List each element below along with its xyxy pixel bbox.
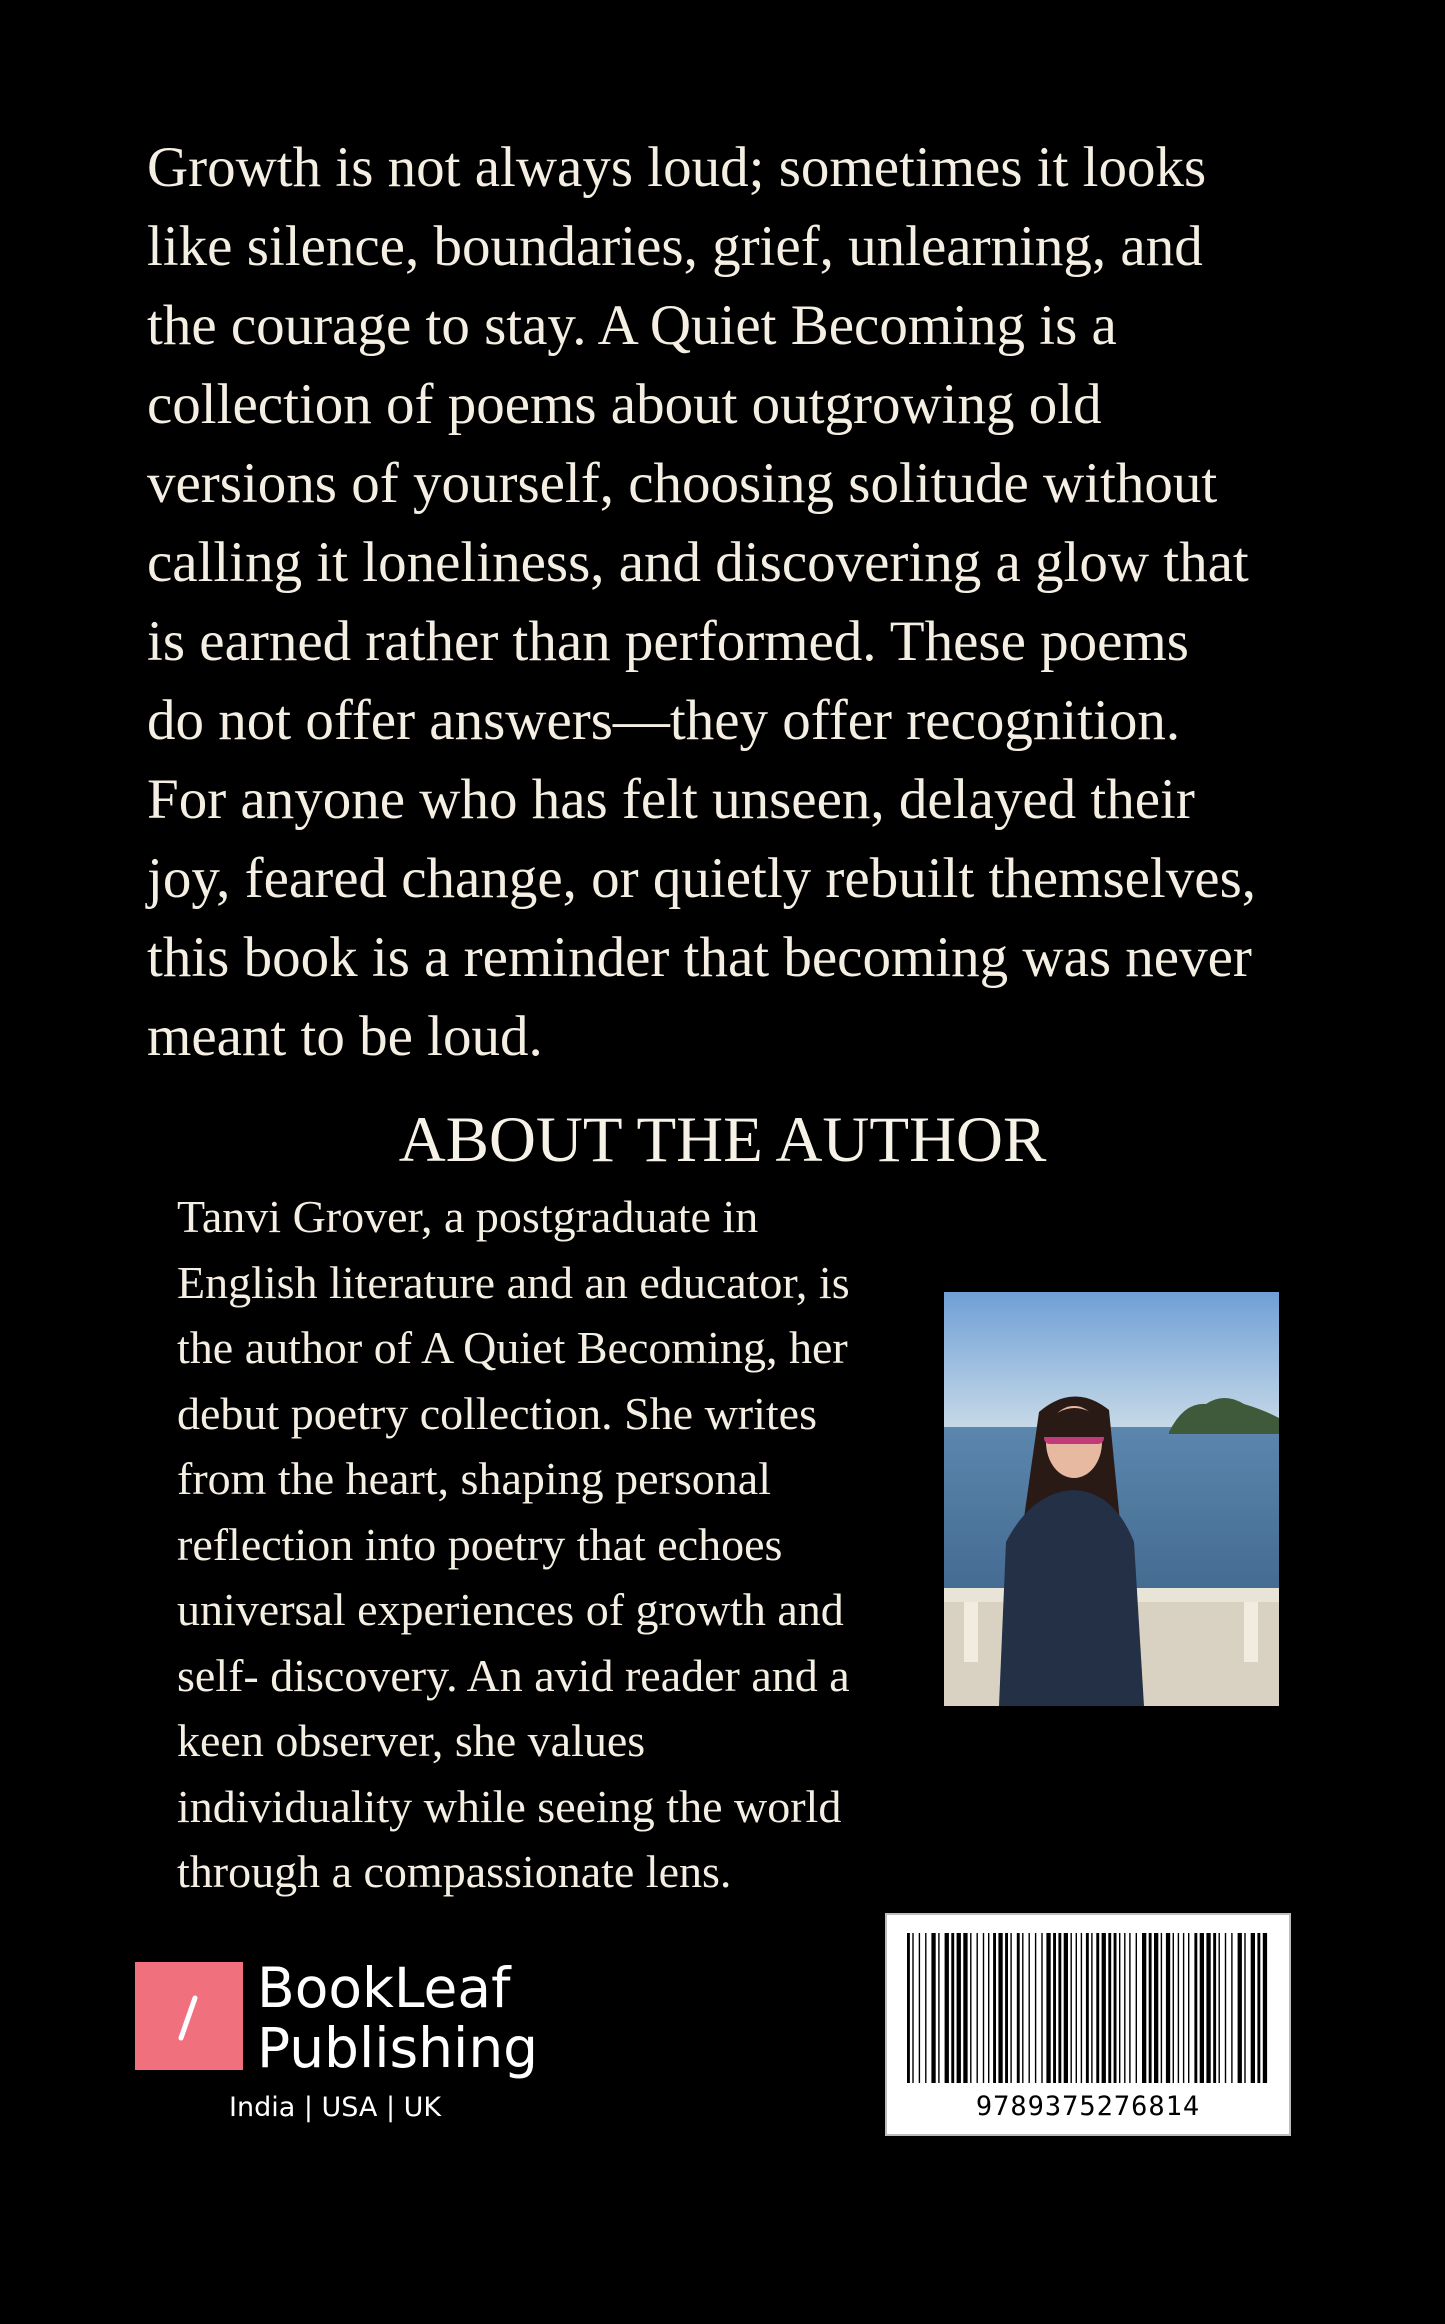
barcode-bar: [1017, 1933, 1020, 2083]
publisher-name: [257, 1958, 538, 2078]
barcode-bar: [1183, 1933, 1184, 2083]
barcode-bar: [919, 1933, 920, 2083]
barcode-bar: [1005, 1933, 1008, 2083]
barcode-bar: [983, 1933, 984, 2083]
barcode-bar: [1022, 1933, 1023, 2083]
barcode-bar: [1213, 1933, 1216, 2083]
barcode-bar: [1010, 1933, 1011, 2083]
barcode-bar: [1238, 1933, 1242, 2083]
barcode-bar: [1194, 1933, 1197, 2083]
barcode-bar: [963, 1933, 967, 2083]
barcode-bar: [957, 1933, 961, 2083]
barcode-bar: [1081, 1933, 1082, 2083]
barcode-bar: [1119, 1933, 1120, 2083]
barcode-bar: [1257, 1933, 1260, 2083]
bio-line: from the heart, shaping personal: [177, 1453, 771, 1504]
barcode-bar: [1206, 1933, 1210, 2083]
barcode-bar: [925, 1933, 926, 2083]
barcode-bar: [1053, 1933, 1056, 2083]
barcode-bar: [938, 1933, 939, 2083]
barcode-bar: [1225, 1933, 1226, 2083]
blurb-line: do not offer answers—they offer recognition.: [147, 689, 1181, 752]
bio-line: debut poetry collection. She writes: [177, 1387, 818, 1439]
barcode-bar: [1129, 1933, 1130, 2083]
barcode-bar: [1161, 1933, 1162, 2083]
barcode-bar: [1114, 1933, 1117, 2083]
publisher-name-line1: BookLeaf: [257, 1956, 511, 2020]
bio-line: the author of A Quiet Becoming, her: [177, 1322, 848, 1373]
bio-line: self- discovery. An avid reader and a: [177, 1649, 850, 1701]
blurb-line: like silence, boundaries, grief, unlearning, and: [147, 215, 1203, 278]
bio-line: keen observer, she values: [177, 1715, 646, 1766]
blurb-line: versions of yourself, choosing solitude without: [147, 452, 1218, 515]
barcode-bar: [998, 1933, 1002, 2083]
barcode-bar: [1041, 1933, 1042, 2083]
blurb-line: the courage to stay. A Quiet Becoming is a: [147, 294, 1117, 357]
barcode-bar: [977, 1933, 978, 2083]
bio-line: universal experiences of growth and: [177, 1584, 844, 1635]
barcode-bar: [1178, 1933, 1179, 2083]
barcode-bar: [1251, 1933, 1255, 2083]
barcode-bar: [1108, 1933, 1111, 2083]
barcode-bar: [1046, 1933, 1050, 2083]
blurb-line: joy, feared change, or quietly rebuilt themselves,: [147, 847, 1256, 910]
slash-icon: [135, 1962, 243, 2070]
barcode-bar: [951, 1933, 954, 2083]
publisher-name-line2: Publishing: [257, 2016, 539, 2080]
bio-line: reflection into poetry that echoes: [177, 1518, 783, 1570]
barcode-bar: [1142, 1933, 1146, 2083]
blurb-line: For anyone who has felt unseen, delayed their: [147, 768, 1195, 831]
barcode-bar: [1136, 1933, 1137, 2083]
barcode-bar: [1173, 1933, 1174, 2083]
blurb-line: is earned rather than performed. These poems: [147, 610, 1189, 673]
blurb-line: meant to be loud.: [147, 1005, 543, 1068]
isbn-number: 9789375276814: [975, 2091, 1201, 2122]
barcode-bar: [1166, 1933, 1170, 2083]
blurb-line: this book is a reminder that becoming was never: [147, 926, 1252, 989]
barcode-bar: [945, 1933, 949, 2083]
barcode-bar: [1263, 1933, 1267, 2083]
barcode-bar: [1058, 1933, 1061, 2083]
barcode-bar: [1124, 1933, 1125, 2083]
bookleaf-logo: [135, 1962, 243, 2070]
author-bio: [177, 1184, 937, 1905]
barcode-bar: [1154, 1933, 1158, 2083]
barcode-bar: [1064, 1933, 1068, 2083]
barcode-bars: [905, 1933, 1271, 2083]
barcode-bar: [907, 1933, 910, 2083]
barcode-bar: [1096, 1933, 1099, 2083]
publisher-regions: India | USA | UK: [229, 2092, 442, 2123]
author-photo: [944, 1292, 1279, 1706]
bio-line: individuality while seeing the world: [177, 1780, 842, 1832]
barcode-bar: [931, 1933, 935, 2083]
barcode-bar: [1029, 1933, 1030, 2083]
barcode-bar: [1076, 1933, 1077, 2083]
blurb-line: Growth is not always loud; sometimes it looks: [147, 136, 1207, 199]
blurb-line: calling it loneliness, and discovering a glow that: [147, 531, 1249, 594]
barcode-bar: [1149, 1933, 1152, 2083]
barcode-bar: [1102, 1933, 1106, 2083]
barcode-bar: [1244, 1933, 1245, 2083]
barcode-bar: [1091, 1933, 1092, 2083]
bio-line: English literature and an educator, is: [177, 1256, 850, 1308]
barcode-bar: [1071, 1933, 1072, 2083]
bio-line: Tanvi Grover, a postgraduate in: [177, 1191, 759, 1242]
bio-line: through a compassionate lens.: [177, 1846, 732, 1897]
barcode-bar: [993, 1933, 996, 2083]
isbn-barcode: [885, 1913, 1291, 2136]
barcode-bar: [988, 1933, 989, 2083]
barcode-bar: [1086, 1933, 1089, 2083]
barcode-bar: [1200, 1933, 1204, 2083]
barcode-bar: [912, 1933, 913, 2083]
back-cover-blurb: [147, 128, 1347, 1076]
barcode-bar: [1188, 1933, 1189, 2083]
barcode-bar: [1219, 1933, 1220, 2083]
barcode-bar: [1035, 1933, 1036, 2083]
barcode-bar: [970, 1933, 971, 2083]
blurb-line: collection of poems about outgrowing old: [147, 373, 1102, 436]
about-author-heading: ABOUT THE AUTHOR: [398, 1104, 1047, 1176]
barcode-bar: [1231, 1933, 1232, 2083]
